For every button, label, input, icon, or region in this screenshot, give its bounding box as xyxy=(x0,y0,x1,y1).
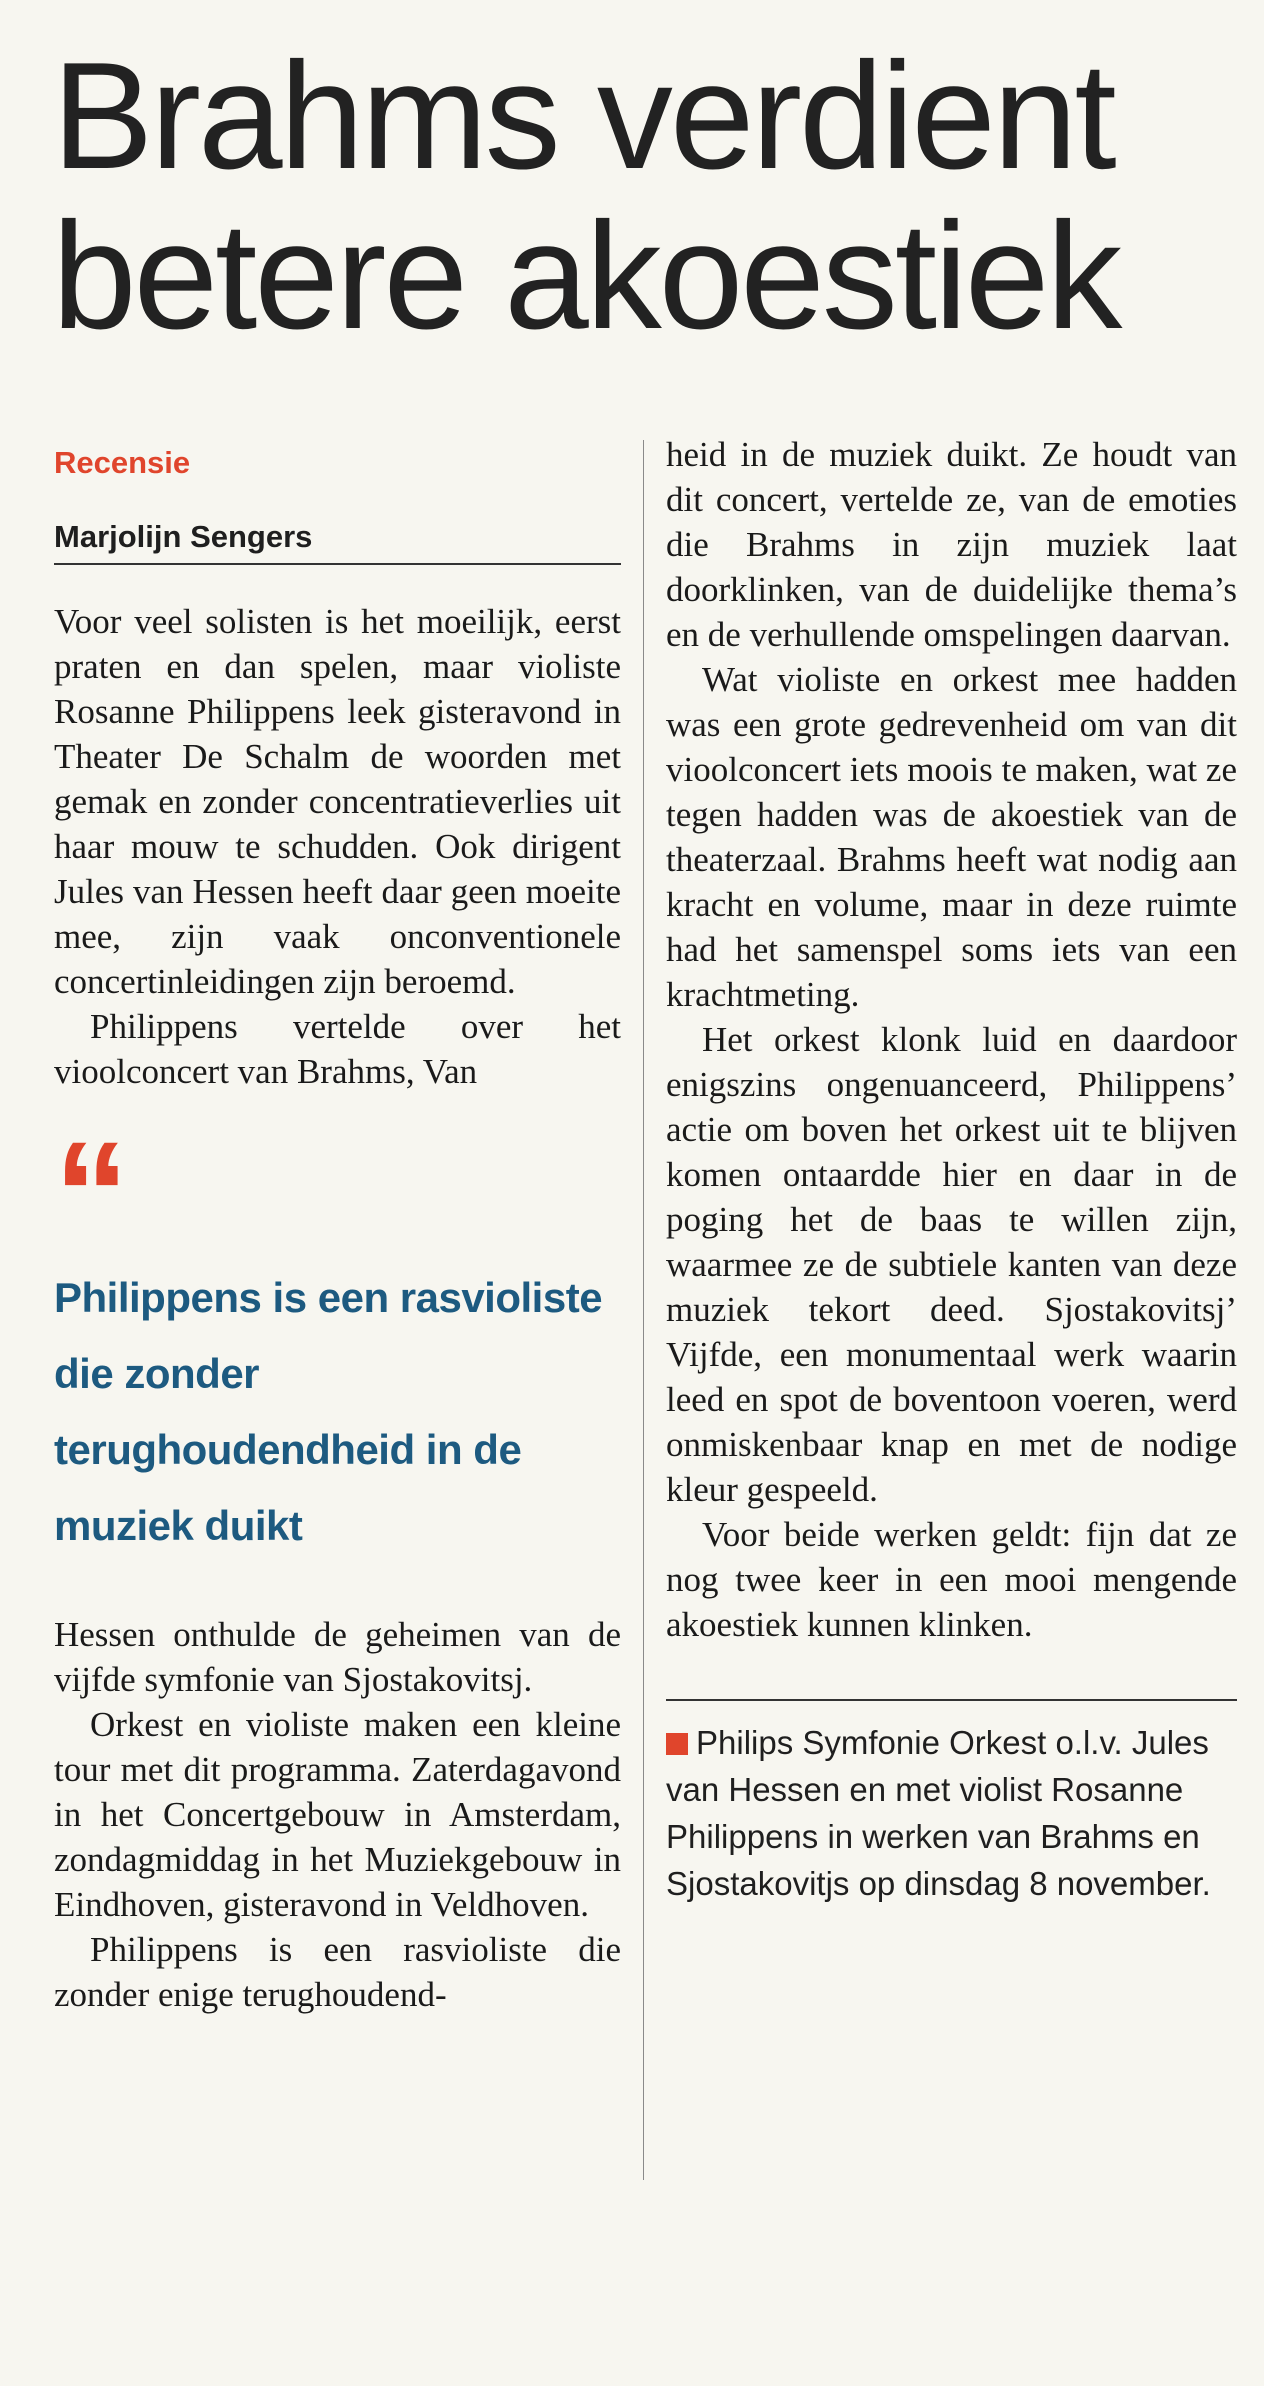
paragraph: Voor veel solisten is het moeilijk, eerst praten en dan spelen, maar violiste Rosanne Philippens leek gisteravond in Theater De Schalm de woorden met gemak en zonder concentratieverlies uit haar mouw te schudden. Ook dirigent Jules van Hessen heeft daar geen moeite mee, zijn vaak onconventionele concertinleidingen zijn beroemd. xyxy=(54,602,621,1001)
square-bullet-icon xyxy=(666,1733,688,1755)
pull-quote-text: Philippens is een rasvioliste die zonder terughoudendheid in de muziek duikt xyxy=(54,1274,603,1549)
paragraph: Het orkest klonk luid en daardoor enigszins ongenuanceerd, Philippens’ actie om boven het orkest uit te blijven komen ontaardde hier en daar in de poging het de baas te willen zijn, waarmee ze de subtiele kanten van deze muziek tekort deed. Sjostakovitsj’ Vijfde, een monumentaal werk waarin leed en spot de boventoon voeren, werd onmiskenbaar knap en met de nodige kleur gespeeld. xyxy=(666,1020,1237,1509)
paragraph: Wat violiste en orkest mee hadden was een grote gedrevenheid om van dit vioolconcert iets moois te maken, wat ze tegen hadden was de akoestiek van de theaterzaal. Brahms heeft wat nodig aan kracht en volume, maar in deze ruimte had het samenspel soms iets van een krachtmeting. xyxy=(666,660,1237,1014)
byline: Marjolijn Sengers xyxy=(54,519,621,565)
info-box xyxy=(666,1699,1237,1907)
quote-mark-icon: “ xyxy=(54,1110,129,1278)
right-column xyxy=(666,432,1237,1907)
paragraph: Orkest en violiste maken een kleine tour met dit programma. Zaterdagavond in het Concertgebouw in Amsterdam, zondagmiddag in het Muziekgebouw in Eindhoven, gisteravond in Veldhoven. xyxy=(54,1705,621,1924)
headline xyxy=(52,31,1232,361)
paragraph: Hessen onthulde de geheimen van de vijfde symfonie van Sjostakovitsj. xyxy=(54,1615,621,1699)
kicker-label: Recensie xyxy=(54,445,191,480)
headline-line-1: Brahms verdient xyxy=(52,31,1114,201)
headline-line-2: betere akoestiek xyxy=(52,191,1120,361)
column-divider xyxy=(643,440,644,2180)
paragraph: Philippens is een rasvioliste die zonder enige terughoudend- xyxy=(54,1930,621,2014)
paragraph: heid in de muziek duikt. Ze houdt van dit concert, vertelde ze, van de emoties die Brahms in zijn muziek laat doorklinken, van de duidelijke thema’s en de verhullende omspelingen daarvan. xyxy=(666,435,1237,654)
left-column xyxy=(54,445,621,2017)
paragraph: Philippens vertelde over het vioolconcert van Brahms, Van xyxy=(54,1007,621,1091)
paragraph: Voor beide werken geldt: fijn dat ze nog twee keer in een mooi mengende akoestiek kunnen klinken. xyxy=(666,1515,1237,1644)
pull-quote xyxy=(54,1110,621,1564)
info-box-text: Philips Symfonie Orkest o.l.v. Jules van Hessen en met violist Rosanne Philippens in werken van Brahms en Sjostakovitjs op dinsdag 8 november. xyxy=(666,1724,1211,1902)
